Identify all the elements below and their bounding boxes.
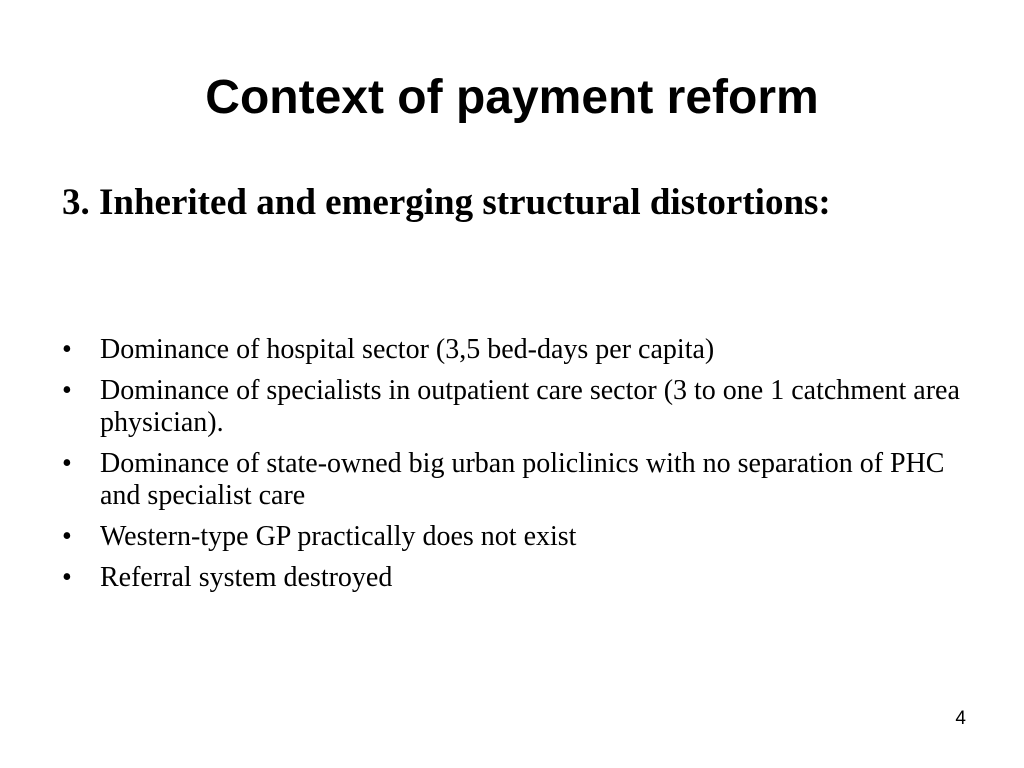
bullet-text: Western-type GP practically does not exist	[100, 521, 577, 552]
bullet-dot-icon: •	[62, 375, 72, 406]
slide-title: Context of payment reform	[205, 71, 819, 124]
bullet-item	[62, 448, 962, 512]
bullet-text: Dominance of state-owned big urban policlinics with no separation of PHC and specialist care	[100, 448, 945, 511]
section-heading: 3. Inherited and emerging structural distortions:	[62, 182, 831, 223]
bullet-text: Dominance of hospital sector (3,5 bed-days per capita)	[100, 334, 715, 365]
bullet-item	[62, 334, 962, 366]
bullet-text: Referral system destroyed	[100, 562, 393, 593]
bullet-item	[62, 521, 962, 553]
bullet-dot-icon: •	[62, 448, 72, 479]
bullet-dot-icon: •	[62, 334, 72, 365]
bullet-list	[62, 334, 962, 603]
bullet-text: Dominance of specialists in outpatient care sector (3 to one 1 catchment area physician).	[100, 375, 960, 438]
bullet-dot-icon: •	[62, 521, 72, 552]
bullet-dot-icon: •	[62, 562, 72, 593]
bullet-item	[62, 562, 962, 594]
slide-number: 4	[955, 708, 966, 729]
bullet-item	[62, 375, 962, 439]
